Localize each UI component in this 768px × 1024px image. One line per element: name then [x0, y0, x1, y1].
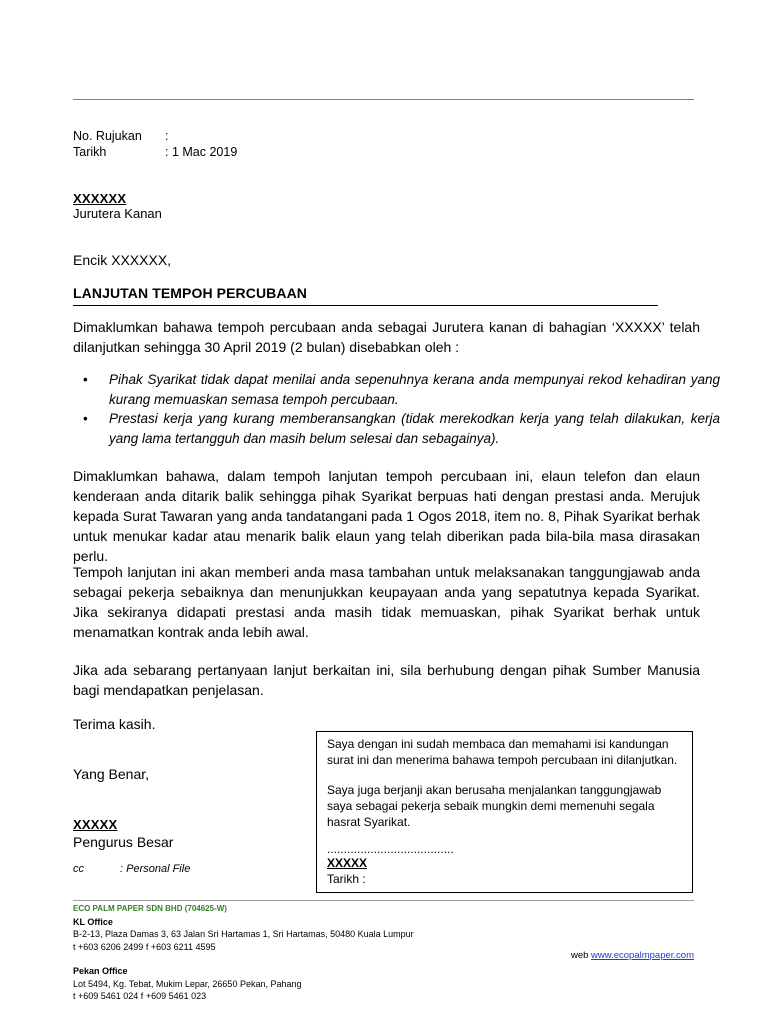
- salutation: Encik XXXXXX,: [73, 252, 172, 268]
- intro-paragraph: Dimaklumkan bahawa tempoh percubaan anda sebagai Jurutera kanan di bahagian ‘XXXXX’ telah dilanjutkan sehingga 30 April 2019 (2 bulan) disebabkan oleh :: [73, 319, 700, 355]
- reference-value: :: [165, 129, 169, 143]
- recipient-position: Jurutera Kanan: [73, 206, 162, 221]
- ack-date-label: Tarikh :: [327, 872, 366, 886]
- letter-subject: LANJUTAN TEMPOH PERCUBAAN: [73, 285, 658, 306]
- header-divider: [73, 99, 694, 100]
- cc-label: cc: [73, 863, 84, 875]
- reference-label: No. Rujukan: [73, 129, 142, 143]
- list-item: [73, 370, 720, 409]
- regards-text: Yang Benar,: [73, 766, 150, 782]
- date-label: Tarikh: [73, 145, 107, 159]
- thanks-text: Terima kasih.: [73, 716, 156, 732]
- kl-office-phone: t +603 6206 2499 f +603 6211 4595: [73, 941, 216, 952]
- reason-text: Prestasi kerja yang kurang memberansangkan (tidak merekodkan kerja yang telah dilakukan, kerja yang lama tertangguh dan masih belum selesai dan sebagainya).: [109, 411, 720, 446]
- signer-title: Pengurus Besar: [73, 834, 174, 850]
- bullet-icon: •: [83, 372, 88, 387]
- pekan-office-address: Lot 5494, Kg. Tebat, Mukim Lepar, 26650 Pekan, Pahang: [73, 978, 302, 989]
- footer: [73, 903, 414, 1003]
- pekan-office-title: Pekan Office: [73, 966, 128, 976]
- footer-divider: [73, 900, 694, 901]
- reasons-list: [73, 370, 720, 448]
- reason-text: Pihak Syarikat tidak dapat menilai anda sepenuhnya kerana anda mempunyai rekod kehadiran yang kurang memuaskan semasa tempoh percubaan.: [109, 372, 720, 407]
- cc-line: [73, 863, 190, 875]
- pekan-office-phone: t +609 5461 024 f +609 5461 023: [73, 991, 207, 1001]
- website-link[interactable]: www.ecopalmpaper.com: [591, 950, 694, 961]
- acknowledgement-box: [316, 731, 693, 893]
- extension-paragraph: Tempoh lanjutan ini akan memberi anda masa tambahan untuk melaksanakan tanggungjawab anda sebagai pekerja sebaiknya dan menunjukkan keupayaan anda yang sepatutnya kepada Syarikat. Jika sekiranya didapati prestasi anda masih tidak memuaskan, pihak Syarikat berhak untuk menamatkan kontrak anda lebih awal.: [73, 564, 700, 640]
- cc-value: : Personal File: [120, 863, 191, 875]
- allowance-paragraph: Dimaklumkan bahawa, dalam tempoh lanjutan tempoh percubaan ini, elaun telefon dan elaun kenderaan anda ditarik balik sehingga pihak Syarikat berpuas hati dengan prestasi anda. Merujuk kepada Surat Tawaran yang anda tandatangani pada 1 Ogos 2018, item no. 8, Pihak Syarikat berhak untuk menukar kadar atau menarik balik elaun yang telah diberikan pada bila-bila masa dirasakan perlu.: [73, 468, 700, 564]
- enquiry-paragraph: Jika ada sebarang pertanyaan lanjut berkaitan ini, sila berhubung dengan pihak Sumber Manusia bagi mendapatkan penjelasan.: [73, 662, 700, 698]
- signature-line: ......................................: [327, 842, 454, 856]
- recipient-name: XXXXXX: [73, 191, 127, 206]
- web-label: web: [570, 950, 589, 961]
- date-value: : 1 Mac 2019: [165, 145, 238, 159]
- date-row: [73, 144, 237, 160]
- ack-statement: Saya dengan ini sudah membaca dan memahami isi kandungan surat ini dan menerima bahawa tempoh percubaan ini dilanjutkan.: [327, 737, 678, 767]
- list-item: [73, 409, 720, 448]
- signer-name: XXXXX: [73, 817, 118, 832]
- kl-office-address: B-2-13, Plaza Damas 3, 63 Jalan Sri Hartamas 1, Sri Hartamas, 50480 Kuala Lumpur: [73, 929, 414, 939]
- ack-name: XXXXX: [327, 856, 368, 870]
- ack-promise: Saya juga berjanji akan berusaha menjalankan tanggungjawab saya sebagai pekerja sebaik mungkin demi memenuhi segala hasrat Syarikat.: [327, 783, 662, 829]
- reference-row: [73, 128, 168, 144]
- bullet-icon: •: [83, 411, 88, 426]
- company-name: ECO PALM PAPER SDN BHD (704625-W): [73, 904, 227, 913]
- web-line: [571, 950, 694, 961]
- kl-office-title: KL Office: [73, 916, 113, 927]
